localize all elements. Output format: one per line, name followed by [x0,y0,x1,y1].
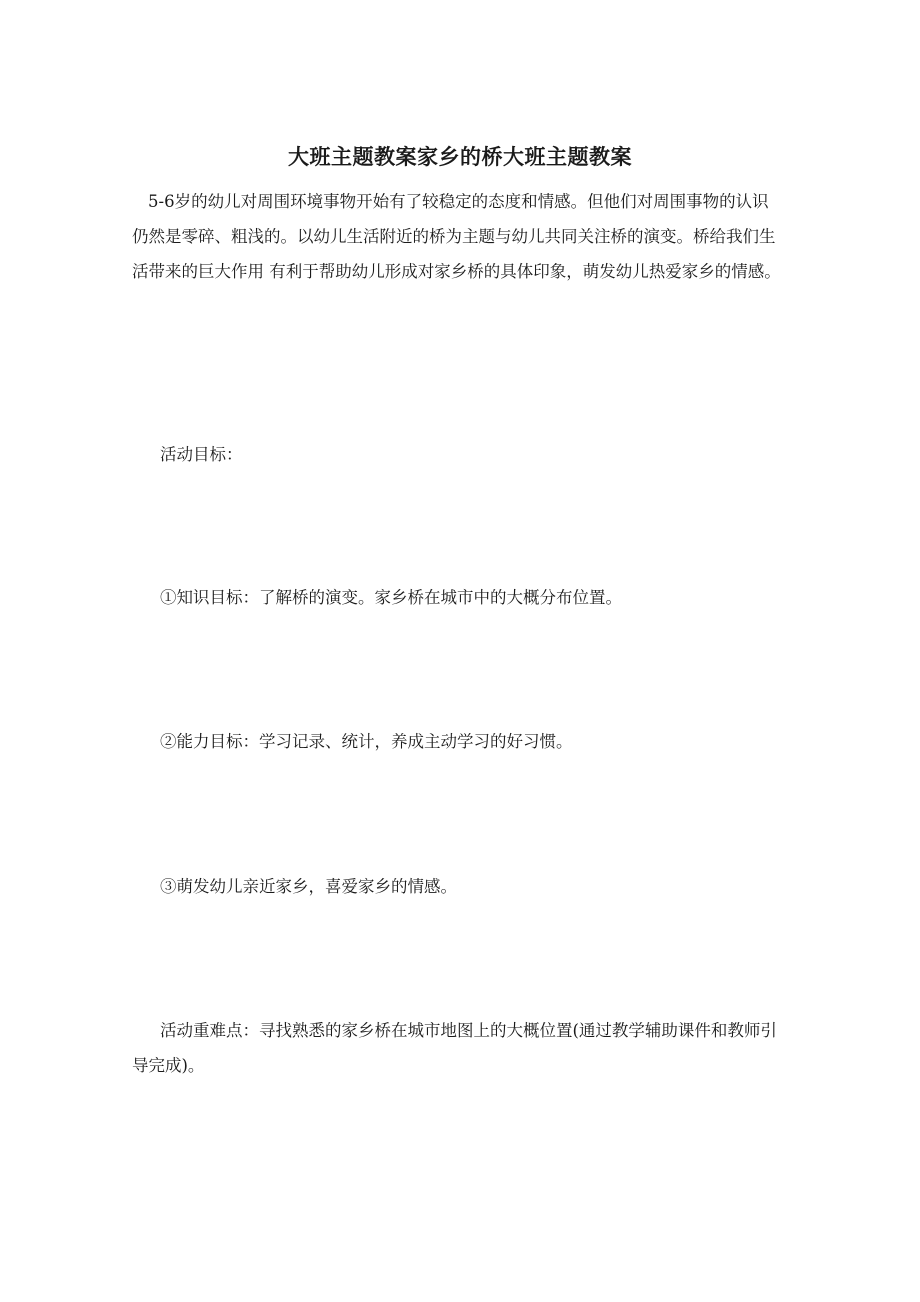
goal-emotion: ③萌发幼儿亲近家乡，喜爱家乡的情感。 [160,877,457,896]
document-title: 大班主题教案家乡的桥大班主题教案 [288,145,632,169]
goal-ability: ②能力目标：学习记录、统计，养成主动学习的好习惯。 [160,732,573,751]
key-difficulty-paragraph: 活动重难点：寻找熟悉的家乡桥在城市地图上的大概位置(通过教学辅助课件和教师引导完成)。 [132,1021,777,1075]
intro-paragraph: 5-6岁的幼儿对周围环境事物开始有了较稳定的态度和情感。但他们对周围事物的认识仍然是零碎、粗浅的。以幼儿生活附近的桥为主题与幼儿共同关注桥的演变。桥给我们生活带来的巨大作用 有利于帮助幼儿形成对家乡桥的具体印象，萌发幼儿热爱家乡的情感。 [132,192,781,281]
goal-knowledge: ①知识目标：了解桥的演变。家乡桥在城市中的大概分布位置。 [160,588,622,607]
goals-heading: 活动目标： [160,445,243,464]
